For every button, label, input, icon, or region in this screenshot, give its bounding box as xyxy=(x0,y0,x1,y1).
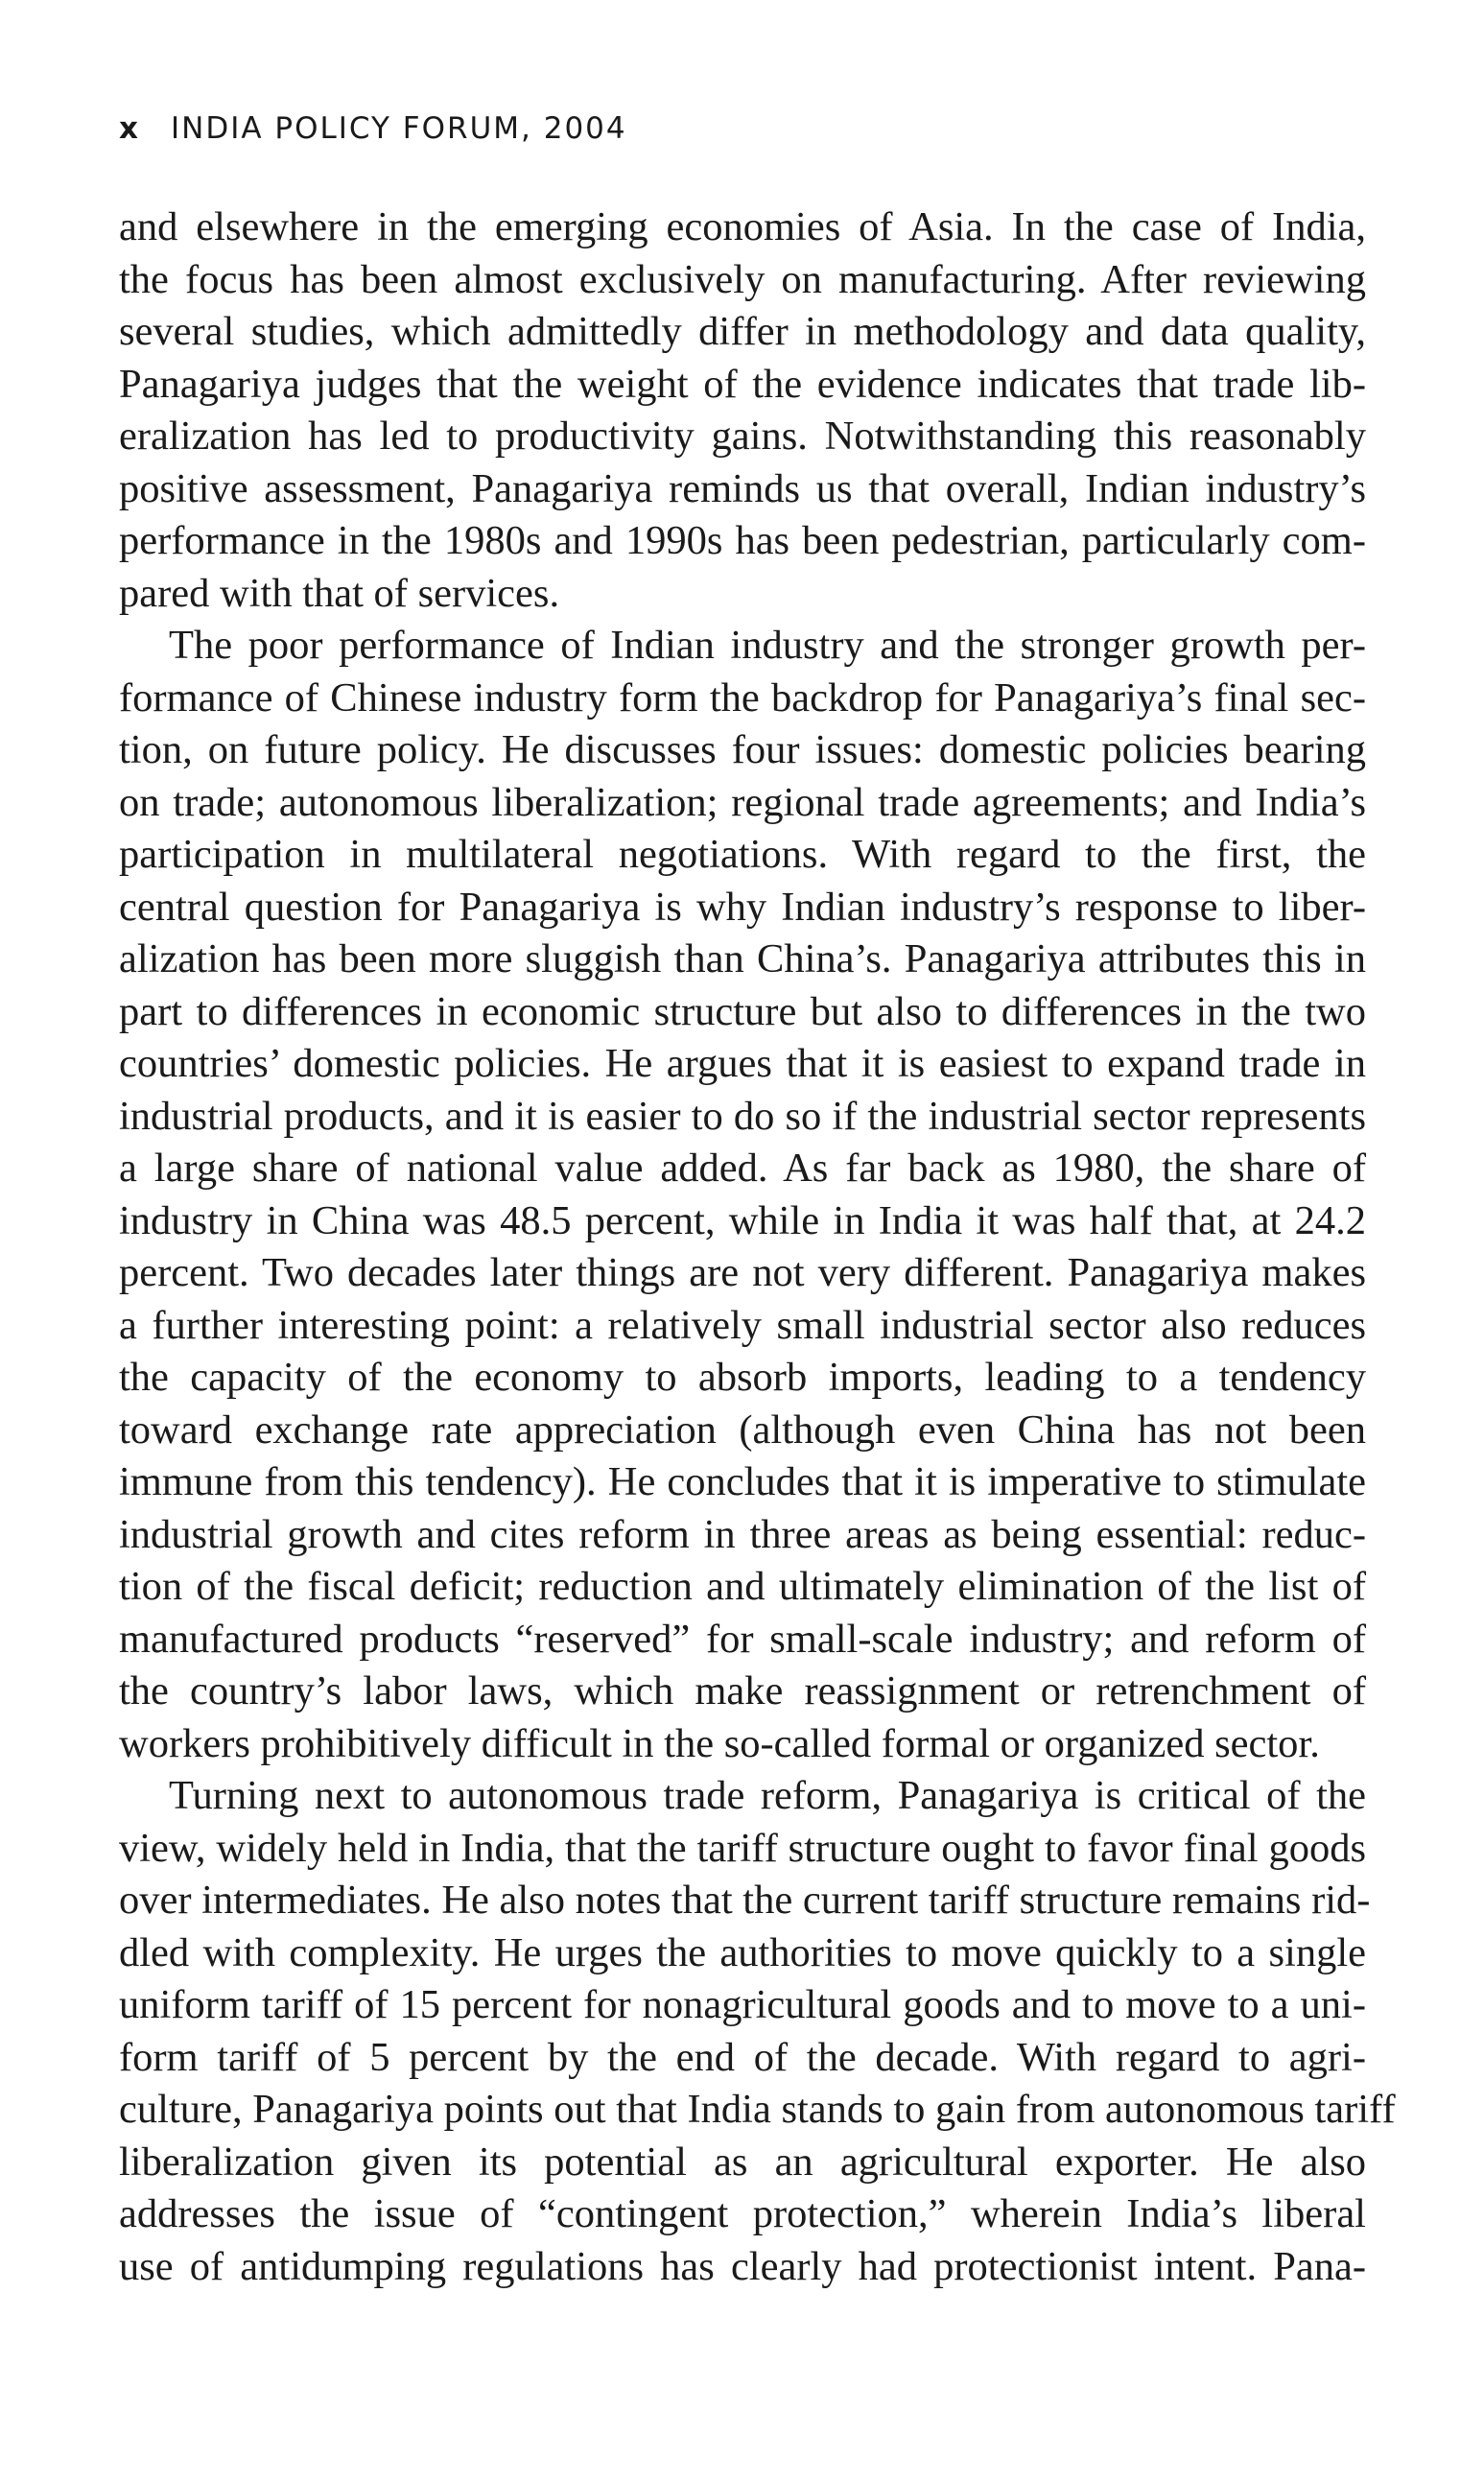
text-line: formance of Chinese industry form the backdrop for Panagariya’s final sec- xyxy=(119,674,1366,721)
body-text xyxy=(119,201,1396,2293)
text-line: the country’s labor laws, which make reassignment or retrenchment of xyxy=(119,1668,1366,1714)
text-line: liberalization given its potential as an agricultural exporter. He also xyxy=(119,2139,1366,2185)
text-line: workers prohibitively difficult in the so-called formal or organized sector. xyxy=(119,1720,1320,1766)
text-line: central question for Panagariya is why Indian industry’s response to liber- xyxy=(119,884,1366,930)
text-line: toward exchange rate appreciation (although even China has not been xyxy=(119,1406,1366,1453)
text-line: addresses the issue of “contingent protection,” wherein India’s liberal xyxy=(119,2191,1366,2236)
text-line: and elsewhere in the emerging economies of Asia. In the case of India, xyxy=(119,204,1366,249)
text-line: countries’ domestic policies. He argues that it is easiest to expand trade in xyxy=(119,1041,1366,1086)
text-line: participation in multilateral negotiations. With regard to the first, the xyxy=(119,832,1366,877)
text-line: Panagariya judges that the weight of the evidence indicates that trade lib- xyxy=(119,361,1366,407)
text-line: manufactured products “reserved” for small-scale industry; and reform of xyxy=(119,1616,1366,1662)
text-line: positive assessment, Panagariya reminds us that overall, Indian industry’s xyxy=(119,465,1366,511)
text-line: part to differences in economic structure but also to differences in the two xyxy=(119,988,1366,1034)
text-line: view, widely held in India, that the tariff structure ought to favor final goods xyxy=(119,1825,1366,1871)
text-line: pared with that of services. xyxy=(119,570,560,616)
text-line: form tariff of 5 percent by the end of the decade. With regard to agri- xyxy=(119,2034,1366,2080)
text-line: percent. Two decades later things are not very different. Panagariya makes xyxy=(119,1250,1366,1295)
text-line: use of antidumping regulations has clearly had protectionist intent. Pana- xyxy=(119,2243,1366,2289)
paragraph-1 xyxy=(119,201,1366,620)
running-head xyxy=(119,111,627,146)
text-line: performance in the 1980s and 1990s has been pedestrian, particularly com- xyxy=(119,518,1366,563)
text-line: several studies, which admittedly differ in methodology and data quality, xyxy=(119,309,1366,354)
text-line: a further interesting point: a relatively small industrial sector also reduces xyxy=(119,1302,1366,1348)
text-line: immune from this tendency). He concludes that it is imperative to stimulate xyxy=(119,1459,1366,1504)
text-line: The poor performance of Indian industry and the stronger growth per- xyxy=(169,623,1366,668)
text-line: eralization has led to productivity gains. Notwithstanding this reasonably xyxy=(119,414,1366,459)
text-line: alization has been more sluggish than China’s. Panagariya attributes this in xyxy=(119,936,1366,981)
paragraph-2 xyxy=(119,620,1366,1770)
text-line: tion of the fiscal deficit; reduction and ultimately elimination of the list of xyxy=(119,1564,1366,1609)
text-line: Turning next to autonomous trade reform, Panagariya is critical of the xyxy=(169,1773,1366,1818)
text-line: industry in China was 48.5 percent, while in India it was half that, at 24.2 xyxy=(119,1197,1366,1243)
text-line: uniform tariff of 15 percent for nonagricultural goods and to move to a uni- xyxy=(119,1982,1366,2027)
page-number: x xyxy=(119,111,140,146)
paragraph-3 xyxy=(119,1770,1396,2293)
text-line: tion, on future policy. He discusses four issues: domestic policies bearing xyxy=(119,727,1366,772)
text-line: the capacity of the economy to absorb imports, leading to a tendency xyxy=(119,1355,1366,1400)
text-line: industrial products, and it is easier to do so if the industrial sector represents xyxy=(119,1093,1366,1139)
running-title: INDIA POLICY FORUM, 2004 xyxy=(171,111,627,146)
text-line: over intermediates. He also notes that the current tariff structure remains rid- xyxy=(119,1878,1371,1923)
text-line: on trade; autonomous liberalization; regional trade agreements; and India’s xyxy=(119,779,1366,825)
text-line: industrial growth and cites reform in three areas as being essential: reduc- xyxy=(119,1511,1366,1557)
text-line: a large share of national value added. As far back as 1980, the share of xyxy=(119,1146,1366,1191)
text-line: dled with complexity. He urges the authorities to move quickly to a single xyxy=(119,1929,1366,1975)
text-line: the focus has been almost exclusively on manufacturing. After reviewing xyxy=(119,256,1366,302)
text-line: culture, Panagariya points out that India stands to gain from autonomous tariff xyxy=(119,2087,1396,2132)
